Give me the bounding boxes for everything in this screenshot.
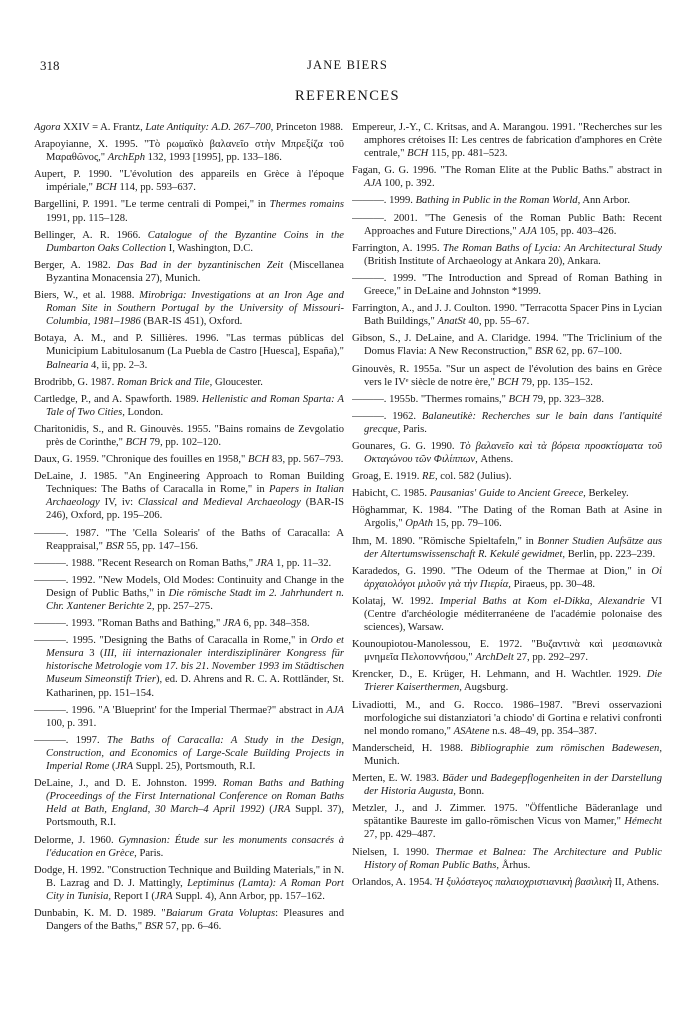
reference-italic-text: Imperial Baths at Kom el-Dikka, Alexandrie: [439, 595, 645, 607]
reference-italic-text: BCH: [407, 148, 429, 160]
reference-text: Fagan, G. G. 1996. "The Roman Elite at the Public Baths." abstract in: [352, 165, 662, 177]
reference-entry: [34, 907, 344, 933]
reference-text: Paris.: [400, 423, 427, 435]
reference-text: 27, pp. 429–487.: [364, 829, 436, 841]
reference-text: Report I (: [111, 890, 155, 902]
reference-entry: [34, 229, 344, 255]
reference-text: Krencker, D., E. Krüger, H. Lehmann, and H. Wachtler. 1929.: [352, 669, 647, 681]
reference-italic-text: ArchDelt: [475, 652, 514, 664]
reference-entry: [352, 470, 662, 483]
reference-italic-text: Thermae et Balnea: The Architecture and Public History of Roman Public Baths,: [364, 846, 662, 871]
section-title: REFERENCES: [294, 88, 401, 104]
reference-text: Århus.: [499, 859, 531, 871]
reference-italic-text: Bonner Studien Aufsätze aus der Altertumswissenschaft R. Kekulé gewidmet,: [364, 535, 662, 560]
reference-italic-text: Classical and Medieval Archaeology: [137, 497, 301, 509]
reference-italic-text: BCH: [95, 182, 117, 194]
reference-entry: [352, 363, 662, 389]
reference-text: Bellinger, A. R. 1966.: [34, 229, 148, 241]
reference-text: Botaya, A. M., and P. Sillières. 1996. "Las termas públicas del Municipium Labitulosanum (La Puebla de Castro [Huesca], España),": [34, 333, 344, 358]
reference-italic-text: BCH: [125, 436, 147, 448]
reference-text: 2, pp. 257–275.: [143, 601, 213, 612]
reference-italic-text: Late Antiquity: A.D. 267–700,: [145, 122, 274, 133]
reference-text: Orlandos, A. 1954.: [352, 876, 435, 888]
reference-entry: [352, 876, 662, 889]
reference-entry: [34, 393, 344, 419]
reference-text: 27, pp. 292–297.: [513, 652, 588, 664]
reference-italic-text: BSR: [144, 921, 164, 933]
reference-entry: [34, 734, 344, 773]
reference-entry: [352, 440, 662, 466]
references-right-column: [352, 121, 662, 1011]
reference-entry: [352, 668, 662, 694]
reference-text: Daux, G. 1959. "Chronique des fouilles en 1958,": [34, 454, 249, 466]
reference-entry: [352, 487, 662, 500]
reference-italic-text: The Roman Baths of Lycia: An Architectural Study: [442, 242, 662, 254]
reference-entry: [34, 332, 344, 371]
reference-text: 79, pp. 323–328.: [529, 393, 604, 405]
reference-text: 62, pp. 67–100.: [553, 346, 622, 358]
reference-text: I, Washington, D.C.: [166, 242, 253, 254]
reference-entry: [352, 212, 662, 238]
reference-text: Karadedos, G. 1990. "The Odeum of the Thermae at Dion," in: [352, 565, 652, 577]
reference-text: Brodribb, G. 1987.: [34, 376, 117, 388]
reference-entry: [34, 121, 344, 134]
reference-text: Livadiotti, M., and G. Rocco. 1986–1987. "Brevi osservazioni morfologiche sui distanziatori 'a chiodo' di Gortina e relativi confronti nel mondo romano,": [352, 699, 662, 737]
reference-text: (: [264, 804, 273, 816]
reference-italic-text: Catalogue of the Byzantine Coins in the Dumbarton Oaks Collection: [46, 229, 344, 254]
reference-italic-text: Bibliographie zum römischen Badewesen,: [470, 742, 662, 754]
reference-text: Empereur, J.-Y., C. Kritsas, and A. Marangou. 1991. "Recherches sur les amphores crétoises II: Les centres de fabrication d'amphores en Crète centrale,": [352, 122, 662, 160]
reference-italic-text: Leptiminus (Lamta): A Roman Port City in Tunisia,: [46, 877, 344, 902]
reference-text: Gibson, S., J. DeLaine, and A. Claridge. 1994. "The Triclinium of the Domus Flavia: A New Reconstruction,": [352, 333, 662, 358]
reference-text: 79, pp. 135–152.: [518, 376, 593, 388]
reference-italic-text: RE,: [422, 471, 438, 483]
reference-entry: [34, 574, 344, 613]
reference-entry: [34, 527, 344, 553]
reference-italic-text: JRA: [272, 804, 291, 816]
reference-text: Habicht, C. 1985.: [352, 488, 430, 500]
reference-text: 1, pp. 11–32.: [273, 557, 332, 569]
reference-text: Farrington, A. 1995.: [352, 242, 443, 254]
reference-italic-text: Οἱ ἀρχαιολόγοι μιλοῦν γιὰ τὴν Πιερία,: [364, 565, 662, 590]
reference-text: 6, pp. 348–358.: [240, 618, 310, 630]
reference-italic-text: Hellenistic and Roman Sparta: A Tale of Two Cities,: [46, 393, 344, 418]
reference-entry: [352, 846, 662, 872]
reference-entry: [352, 242, 662, 268]
reference-text: (Miscellanea Byzantina Monacensia 27), Munich.: [46, 259, 344, 284]
reference-text: Berlin, pp. 223–239.: [565, 548, 656, 560]
reference-text: n.s. 48–49, pp. 354–387.: [489, 725, 597, 737]
reference-text: : Pleasures and Dangers of the Baths,": [46, 907, 344, 933]
reference-entry: [34, 138, 344, 164]
reference-text: Bargellini, P. 1991. "Le terme centrali di Pompei," in: [34, 199, 270, 211]
reference-italic-text: The Baths of Caracalla: A Study in the Design, Construction, and Economics of Large-Scale Building Projects in Imperial Rome: [46, 734, 344, 773]
reference-italic-text: Papers in Italian Archaeology: [46, 484, 344, 509]
reference-text: ), ed. D. Ahrens and R. C. A. Rottländer, St. Katharinen, pp. 151–154.: [46, 674, 344, 699]
reference-entry: [352, 194, 662, 207]
reference-entry: [352, 772, 662, 798]
reference-entry: [352, 638, 662, 664]
reference-entry: [34, 376, 344, 389]
reference-entry: [352, 535, 662, 561]
reference-text: Gloucester.: [212, 376, 263, 388]
reference-italic-text: Die römische Stadt im 2. Jahrhundert n. Chr. Xantener Berichte: [46, 587, 344, 612]
reference-entry: [352, 565, 662, 591]
reference-entry: [34, 864, 344, 903]
reference-entry: [352, 802, 662, 841]
reference-italic-text: Roman Baths and Bathing (Proceedings of the First International Conference on Roman Baths Held at Bath, England, 30 March–4 April 1992): [46, 778, 344, 816]
reference-text: London.: [124, 406, 164, 418]
reference-text: 115, pp. 481–523.: [428, 148, 508, 160]
reference-text: Berger, A. 1982.: [34, 259, 117, 271]
page-number: 318: [40, 58, 60, 73]
reference-text: 57, pp. 6–46.: [163, 921, 222, 933]
reference-entry: [352, 595, 662, 634]
reference-entry: [34, 777, 344, 829]
reference-text: Merten, E. W. 1983.: [352, 773, 443, 785]
reference-text: Farrington, A., and J. J. Coulton. 1990. "Terracotta Spacer Pins in Lycian Bath Buildings,": [352, 303, 662, 328]
reference-text: Manderscheid, H. 1988.: [352, 742, 471, 754]
reference-entry: [34, 634, 344, 699]
reference-text: DeLaine, J. 1985. "An Engineering Approach to Roman Building Techniques: The Baths of Caracalla in Rome," in: [34, 471, 344, 496]
reference-italic-text: JRA: [255, 557, 274, 569]
reference-italic-text: AnatSt: [437, 316, 466, 328]
reference-italic-text: Die Trierer Kaiserthermen,: [364, 669, 662, 694]
reference-text: ———. 1993. "Roman Baths and Bathing,": [34, 618, 224, 630]
reference-text: ———. 1999. "The Introduction and Spread of Roman Bathing in Greece," in DeLaine and Johnston *1999.: [352, 272, 662, 298]
reference-italic-text: ASAtene: [453, 725, 490, 737]
reference-entry: [34, 557, 344, 570]
reference-italic-text: OpAth: [405, 518, 433, 530]
reference-text: Arapoyianne, X. 1995. "Τὸ ρωμαϊκὸ βαλανεῖο στὴν Μπρεξίζα τοῦ Μαραθῶνος,": [34, 139, 344, 164]
reference-text: Biers, W., et al. 1988.: [34, 290, 140, 302]
reference-italic-text: Pausanias' Guide to Ancient Greece,: [429, 488, 586, 500]
reference-text: Cartledge, P., and A. Spawforth. 1989.: [34, 393, 202, 405]
reference-entry: [352, 699, 662, 738]
reference-italic-text: JRA: [223, 618, 241, 630]
reference-text: 4, ii, pp. 2–3.: [88, 359, 148, 371]
reference-text: col. 582 (Julius).: [437, 471, 512, 483]
reference-italic-text: BCH: [497, 376, 519, 388]
reference-text: 40, pp. 55–67.: [465, 316, 530, 328]
reference-text: 132, 1993 [1995], pp. 133–186.: [145, 152, 282, 164]
reference-italic-text: III, iii internazionaler interdisziplinärer Kongress für historische Metrologie vom 17. bis 21. November 1993 im Städtischen Museum Simeonstift Trier: [46, 648, 344, 686]
reference-italic-text: AJA: [519, 225, 537, 237]
reference-italic-text: Das Bad in der byzantinischen Zeit: [116, 259, 284, 271]
reference-text: IV, iv:: [99, 497, 138, 509]
reference-text: Charitonidis, S., and R. Ginouvès. 1955. "Bains romains de Zevgolatio près de Corinthe,": [34, 423, 344, 448]
references-left-column: [34, 121, 344, 1011]
reference-italic-text: AJA: [326, 704, 344, 716]
reference-text: 100, p. 391.: [46, 717, 97, 729]
reference-text: Ihm, M. 1890. "Römische Spieltafeln," in: [352, 535, 538, 547]
reference-entry: [34, 423, 344, 449]
reference-text: ———. 1996. "A 'Blueprint' for the Imperial Thermae?" abstract in: [34, 704, 327, 716]
reference-italic-text: Baiarum Grata Voluptas: [165, 907, 276, 919]
reference-text: (British Institute of Archaeology at Ankara 20), Ankara.: [364, 255, 601, 267]
reference-text: 3 (: [83, 648, 104, 660]
reference-entry: [352, 302, 662, 328]
reference-italic-text: BCH: [508, 393, 530, 405]
reference-italic-text: Balaneutikè: Recherches sur le bain dans l'antiquité grecque,: [364, 410, 662, 435]
reference-text: ———. 1999.: [352, 195, 416, 207]
reference-entry: [34, 617, 344, 630]
reference-text: Athens.: [477, 454, 514, 466]
reference-text: Metzler, J., and J. Zimmer. 1975. "Öffentliche Bäderanlage und spätantike Baureste im gallo-römischen Vicus von Mamer,": [352, 803, 662, 828]
reference-text: Suppl. 25), Portsmouth, R.I.: [133, 761, 256, 773]
reference-text: (BAR-IS 246), Oxford, pp. 195–206.: [46, 497, 344, 522]
reference-text: II, Athens.: [611, 876, 660, 888]
reference-text: Suppl. 37), Portsmouth, R.I.: [46, 804, 344, 829]
reference-text: Princeton 1988.: [273, 122, 344, 133]
reference-entry: [352, 504, 662, 530]
reference-italic-text: Ἡ ξυλόστεγος παλαιοχριστιανικὴ βασιλικὴ: [434, 876, 612, 888]
reference-entry: [34, 259, 344, 285]
reference-entry: [34, 289, 344, 328]
reference-entry: [34, 470, 344, 522]
reference-text: 55, pp. 147–156.: [123, 540, 199, 552]
reference-text: Suppl. 4), Ann Arbor, pp. 157–162.: [172, 890, 325, 902]
reference-italic-text: Agora: [34, 122, 61, 133]
reference-text: Berkeley.: [585, 488, 629, 500]
reference-text: Aupert, P. 1990. "L'évolution des appareils en Grèce à l'époque impériale,": [34, 169, 344, 194]
reference-text: Kolataj, W. 1992.: [352, 595, 440, 607]
reference-text: 105, pp. 403–426.: [536, 225, 617, 237]
reference-italic-text: BSR: [105, 540, 124, 552]
reference-text: 100, p. 392.: [381, 178, 435, 190]
reference-italic-text: Bathing in Public in the Roman World,: [415, 195, 581, 207]
reference-text: XXIV = A. Frantz,: [60, 122, 146, 133]
reference-text: Nielsen, I. 1990.: [352, 846, 436, 858]
reference-text: ———. 1987. "The 'Cella Solearis' of the Baths of Caracalla: A Reappraisal,": [34, 527, 344, 552]
reference-text: Piraeus, pp. 30–48.: [510, 578, 596, 590]
reference-italic-text: Bäder und Badegepflogenheiten in der Darstellung der Historia Augusta,: [364, 773, 662, 798]
reference-italic-text: JRA: [115, 761, 134, 773]
reference-entry: [34, 198, 344, 224]
reference-italic-text: Hémecht: [624, 816, 662, 828]
reference-text: VI (Centre d'archéologie méditerranéene de l'académie polonaise des sciences), Warsaw.: [364, 595, 662, 634]
running-head: JANE BIERS: [306, 58, 389, 72]
reference-text: ———. 1988. "Recent Research on Roman Baths,": [34, 557, 256, 569]
reference-entry: [34, 168, 344, 194]
reference-text: Dunbabin, K. M. D. 1989. ": [34, 907, 166, 919]
reference-text: Höghammar, K. 1984. "The Dating of the Roman Bath at Asine in Argolis,": [352, 505, 662, 530]
reference-text: ———. 2001. "The Genesis of the Roman Public Bath: Recent Approaches and Future Directions,": [352, 212, 662, 237]
reference-text: Groag, E. 1919.: [352, 471, 423, 483]
reference-italic-text: JRA: [154, 890, 173, 902]
reference-text: ———. 1955b. "Thermes romains,": [352, 393, 509, 405]
reference-text: Ann Arbor.: [580, 195, 630, 207]
reference-text: Ginouvès, R. 1955a. "Sur un aspect de l'évolution des bains en Grèce vers le IVᵉ siècle de notre ère,": [352, 363, 662, 388]
reference-italic-text: BCH: [248, 454, 270, 466]
reference-entry: [34, 834, 344, 860]
reference-italic-text: Mirobriga: Investigations at an Iron Age and Roman Site in Southern Portugal by the University of Missouri-Columbia, 1981–1986: [46, 290, 344, 328]
reference-italic-text: Ordo et Mensura: [46, 635, 344, 660]
reference-italic-text: Roman Brick and Tile,: [116, 376, 213, 388]
reference-text: 79, pp. 102–120.: [146, 436, 221, 448]
reference-text: 83, pp. 567–793.: [269, 454, 344, 466]
reference-text: 15, pp. 79–106.: [432, 518, 502, 530]
reference-entry: [352, 272, 662, 298]
reference-entry: [352, 121, 662, 160]
reference-text: ———. 1962.: [352, 410, 422, 422]
reference-text: Munich.: [364, 755, 400, 767]
reference-italic-text: AJA: [364, 178, 382, 190]
reference-entry: [352, 164, 662, 190]
reference-entry: [34, 704, 344, 730]
reference-text: 114, pp. 593–637.: [116, 182, 196, 194]
reference-entry: [352, 393, 662, 406]
reference-text: ———. 1995. "Designing the Baths of Caracalla in Rome," in: [34, 635, 311, 647]
reference-italic-text: Thermes romains: [269, 199, 344, 211]
reference-italic-text: ArchEph: [107, 152, 146, 164]
reference-italic-text: BSR: [534, 346, 554, 358]
reference-text: Kounoupiotou-Manolessou, E. 1972. "Βυζαντινὰ καὶ μεσαιωνικὰ μνημεῖα Πελοποννήσου,": [352, 639, 662, 664]
reference-text: (: [109, 761, 116, 773]
reference-text: Bonn.: [455, 786, 485, 798]
reference-text: DeLaine, J., and D. E. Johnston. 1999.: [34, 778, 223, 790]
reference-text: Paris.: [136, 847, 164, 859]
reference-entry: [352, 332, 662, 358]
reference-entry: [352, 410, 662, 436]
reference-text: Delorme, J. 1960.: [34, 834, 119, 846]
reference-entry: [34, 453, 344, 466]
reference-text: ———. 1992. "New Models, Old Modes: Continuity and Change in the Design of Public Baths," in: [34, 574, 344, 599]
reference-italic-text: Gymnasion: Étude sur les monuments consacrés à l'éducation en Grèce,: [46, 834, 344, 859]
reference-text: Dodge, H. 1992. "Construction Technique and Building Materials," in N. B. Lazrag and D. J. Mattingly,: [34, 864, 344, 889]
reference-italic-text: Balnearia: [46, 359, 89, 371]
reference-text: Augsburg.: [461, 682, 509, 694]
reference-entry: [352, 742, 662, 768]
reference-text: 1991, pp. 115–128.: [46, 212, 128, 224]
reference-text: ———. 1997.: [34, 734, 107, 746]
reference-text: Gounares, G. G. 1990.: [352, 440, 460, 452]
reference-italic-text: Τὸ βαλανεῖο καὶ τὰ βόρεια προσκτίσματα τοῦ Οκταγώνου τῶν Φιλίππων,: [364, 440, 662, 466]
reference-text: (BAR-IS 451), Oxford.: [140, 316, 243, 328]
